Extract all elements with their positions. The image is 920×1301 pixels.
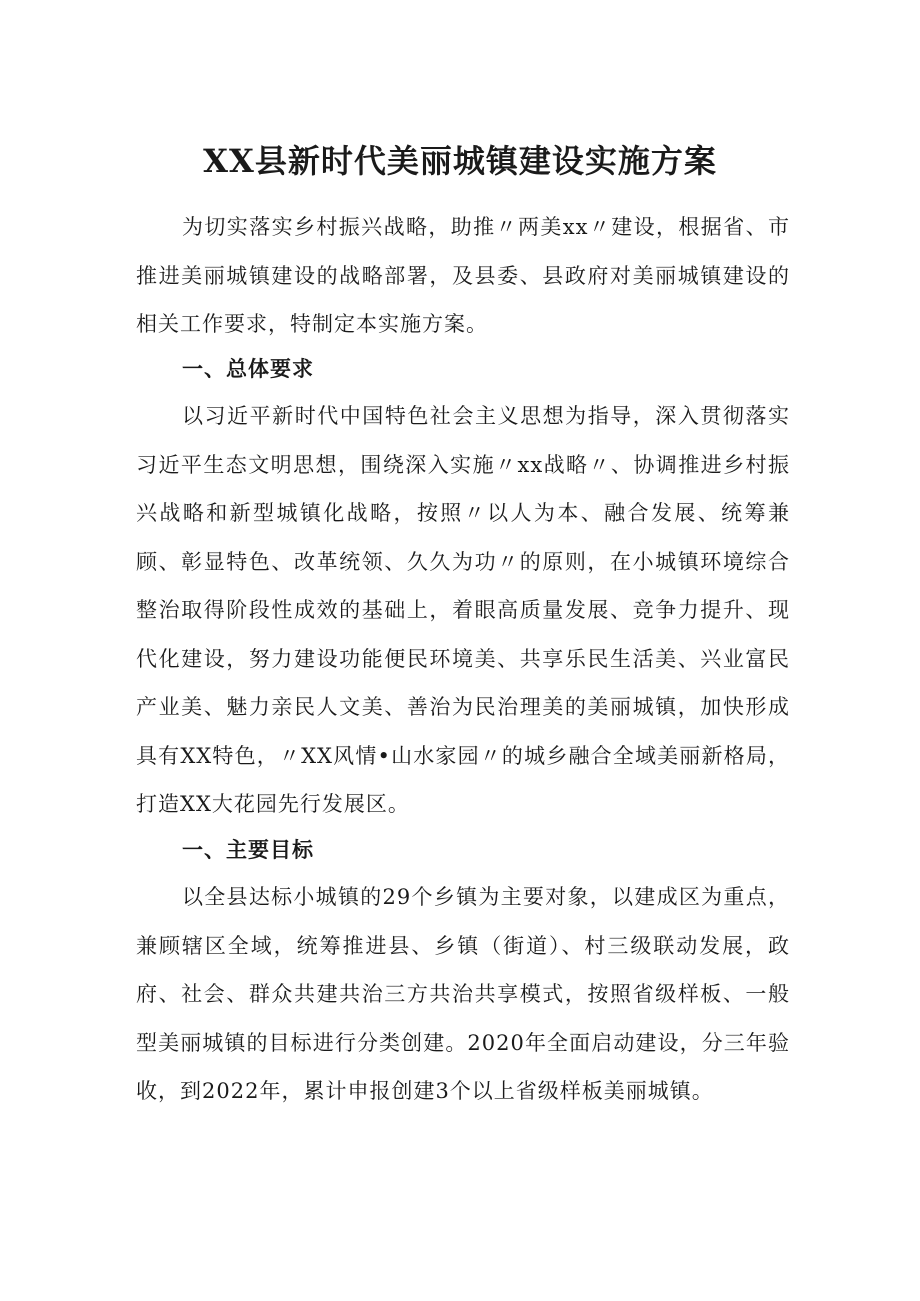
intro-paragraph: 为切实落实乡村振兴战略，助推〃两美xx〃建设，根据省、市推进美丽城镇建设的战略部署，及县委、县政府对美丽城镇建设的相关工作要求，特制定本实施方案。 [136,215,790,336]
document-title: XX县新时代美丽城镇建设实施方案 [203,142,717,181]
section-heading-general-requirements: 一、总体要求 [182,357,314,381]
section-heading-main-goals: 一、主要目标 [182,838,314,862]
main-goals-paragraph: 以全县达标小城镇的29个乡镇为主要对象，以建成区为重点，兼顾辖区全域，统筹推进县、乡镇（街道）、村三级联动发展，政府、社会、群众共建共治三方共治共享模式，按照省级样板、一般型美丽城镇的目标进行分类创建。2020年全面启动建设，分三年验收，到2022年，累计申报创建3个以上省级样板美丽城镇。 [136,885,790,1103]
general-requirements-paragraph: 以习近平新时代中国特色社会主义思想为指导，深入贯彻落实习近平生态文明思想，围绕深入实施〃xx战略〃、协调推进乡村振兴战略和新型城镇化战略，按照〃以人为本、融合发展、统筹兼顾、彰显特色、改革统领、久久为功〃的原则，在小城镇环境综合整治取得阶段性成效的基础上，着眼高质量发展、竞争力提升、现代化建设，努力建设功能便民环境美、共享乐民生活美、兴业富民产业美、魅力亲民人文美、善治为民治理美的美丽城镇，加快形成具有XX特色，〃XX风情•山水家园〃的城乡融合全域美丽新格局，打造XX大花园先行发展区。 [136,404,790,816]
